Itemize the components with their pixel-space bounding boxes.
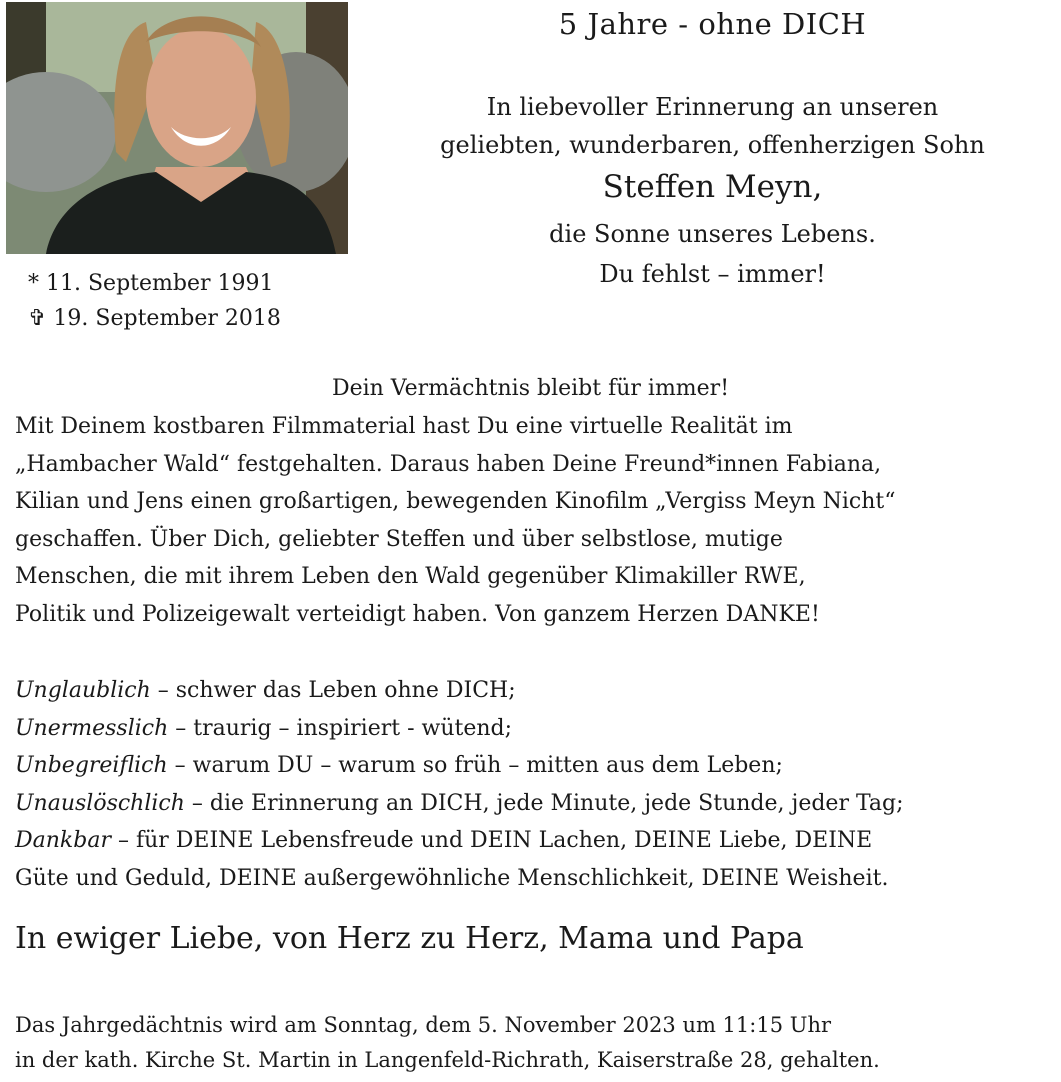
list-item xyxy=(15,747,1055,785)
legacy-heading: Dein Vermächtnis bleibt für immer! xyxy=(331,376,730,401)
list-item xyxy=(15,710,1055,748)
page-title: 5 Jahre - ohne DICH xyxy=(558,7,867,41)
intro-text xyxy=(365,88,1060,164)
paragraph-line: geschaffen. Über Dich, geliebter Steffen und über selbstlose, mutige xyxy=(15,526,783,552)
notice-line: Das Jahrgedächtnis wird am Sonntag, dem 5. November 2023 um 11:15 Uhr xyxy=(15,1013,832,1037)
feeling-text: – schwer das Leben ohne DICH; xyxy=(150,678,516,703)
sub-text xyxy=(365,214,1060,294)
paragraph-line: Mit Deinem kostbaren Filmmaterial hast Du eine virtuelle Realität im xyxy=(15,414,793,439)
birth-date: * 11. September 1991 xyxy=(28,271,274,296)
paragraph-line: Politik und Polizeigewalt verteidigt haben. Von ganzem Herzen DANKE! xyxy=(15,601,820,627)
sub-line: Du fehlst – immer! xyxy=(599,260,826,288)
feeling-word: Dankbar xyxy=(15,828,111,854)
feeling-word: Unbegreiflich xyxy=(15,753,168,779)
feelings-list xyxy=(15,672,1055,898)
intro-line: In liebevoller Erinnerung an unseren xyxy=(486,93,939,121)
legacy-paragraph xyxy=(15,408,1055,634)
list-item xyxy=(15,785,1055,823)
sub-line: die Sonne unseres Lebens. xyxy=(549,220,876,248)
paragraph-line: Kilian und Jens einen großartigen, bewegenden Kinofilm „Vergiss Meyn Nicht“ xyxy=(15,489,896,515)
feeling-text: – warum DU – warum so früh – mitten aus dem Leben; xyxy=(167,753,783,779)
paragraph-line: „Hambacher Wald“ festgehalten. Daraus haben Deine Freund*innen Fabiana, xyxy=(15,451,882,477)
feeling-word: Unauslöschlich xyxy=(15,790,185,816)
feeling-word: Unermesslich xyxy=(15,715,169,741)
feeling-text: – traurig – inspiriert - wütend; xyxy=(168,715,513,741)
deceased-name: Steffen Meyn, xyxy=(602,169,823,205)
intro-line: geliebten, wunderbaren, offenherzigen Sohn xyxy=(440,131,985,159)
life-dates xyxy=(28,266,281,336)
list-item xyxy=(15,822,1055,860)
death-date: ✞ 19. September 2018 xyxy=(28,306,281,331)
portrait-image xyxy=(6,2,348,254)
paragraph-line: Menschen, die mit ihrem Leben den Wald gegenüber Klimakiller RWE, xyxy=(15,564,806,590)
feeling-text: – für DEINE Lebensfreude und DEIN Lachen, DEINE Liebe, DEINE xyxy=(110,828,873,854)
service-notice xyxy=(15,1008,880,1078)
closing-signature: In ewiger Liebe, von Herz zu Herz, Mama und Papa xyxy=(15,921,804,956)
list-item: Güte und Geduld, DEINE außergewöhnliche Menschlichkeit, DEINE Weisheit. xyxy=(15,865,889,891)
feeling-text: – die Erinnerung an DICH, jede Minute, jede Stunde, jeder Tag; xyxy=(184,790,904,816)
feeling-word: Unglaublich xyxy=(15,678,151,703)
notice-line: in der kath. Kirche St. Martin in Langenfeld-Richrath, Kaiserstraße 28, gehalten. xyxy=(15,1048,880,1072)
portrait-photo xyxy=(6,2,348,254)
list-item xyxy=(15,672,1055,710)
